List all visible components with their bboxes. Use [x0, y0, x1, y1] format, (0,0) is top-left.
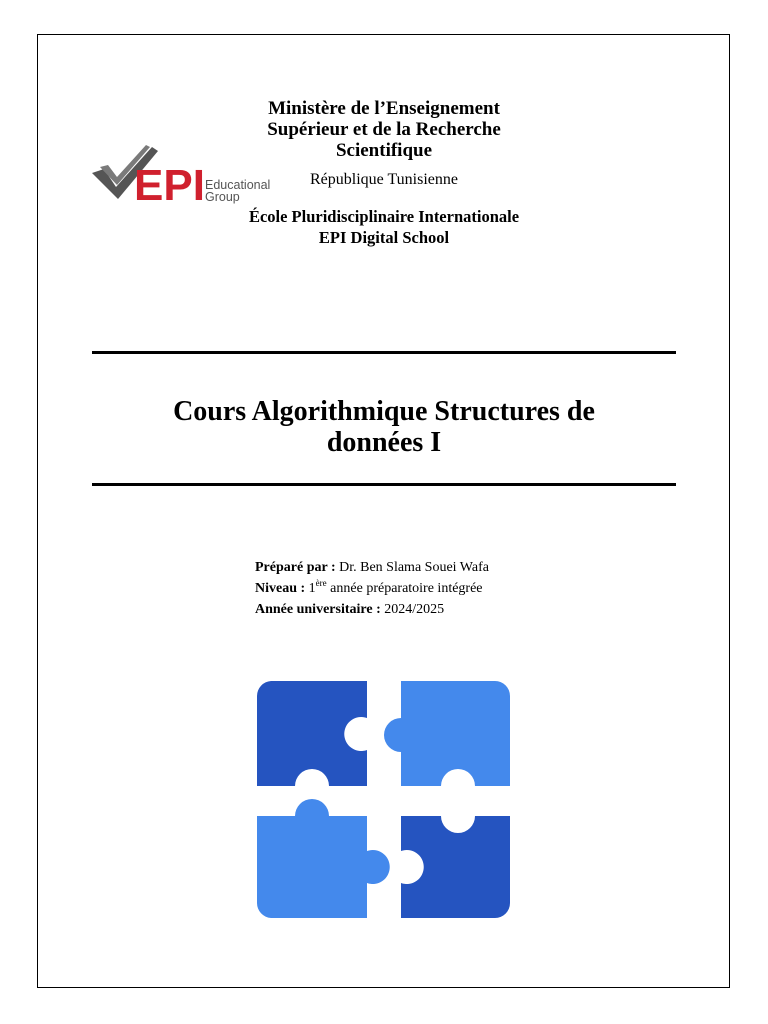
prepared-by-row: [255, 557, 489, 578]
puzzle-piece-top-right: [384, 681, 510, 786]
level-label: Niveau :: [255, 581, 306, 596]
academic-year-value: 2024/2025: [384, 602, 445, 617]
logo-brand: EPI: [134, 161, 205, 205]
logo-tagline-1: Educational: [205, 178, 271, 192]
academic-year-label: Année universitaire :: [255, 602, 381, 617]
school-line-2: EPI Digital School: [318, 228, 450, 247]
prepared-by-label: Préparé par :: [255, 560, 336, 575]
level-number: 1: [308, 581, 316, 596]
level-value: année préparatoire intégrée: [330, 581, 483, 596]
course-info: [255, 557, 489, 620]
ministry-line-2: Supérieur et de la Recherche: [267, 119, 501, 140]
academic-year-row: [255, 599, 489, 620]
course-title-line-2: données I: [326, 427, 442, 458]
ministry-line-1: Ministère de l’Enseignement: [268, 98, 500, 119]
level-row: [255, 578, 489, 599]
prepared-by-value: Dr. Ben Slama Souei Wafa: [339, 560, 489, 575]
course-title-line-1: Cours Algorithmique Structures de: [173, 396, 595, 427]
level-superscript: ère: [315, 578, 327, 588]
bottom-rule: [92, 483, 676, 486]
puzzle-piece-bottom-left: [257, 799, 390, 918]
puzzle-piece-bottom-right: [401, 816, 510, 918]
ministry-line-3: Scientifique: [335, 140, 433, 161]
course-title: [0, 396, 768, 458]
puzzle-piece-top-left: [257, 681, 367, 786]
logo-tagline-2: Group: [205, 190, 240, 204]
school-name: [0, 206, 768, 248]
republic-name: République Tunisienne: [309, 171, 458, 188]
top-rule: [92, 351, 676, 354]
puzzle-icon: [243, 668, 525, 930]
school-line-1: École Pluridisciplinaire Internationale: [248, 207, 520, 226]
